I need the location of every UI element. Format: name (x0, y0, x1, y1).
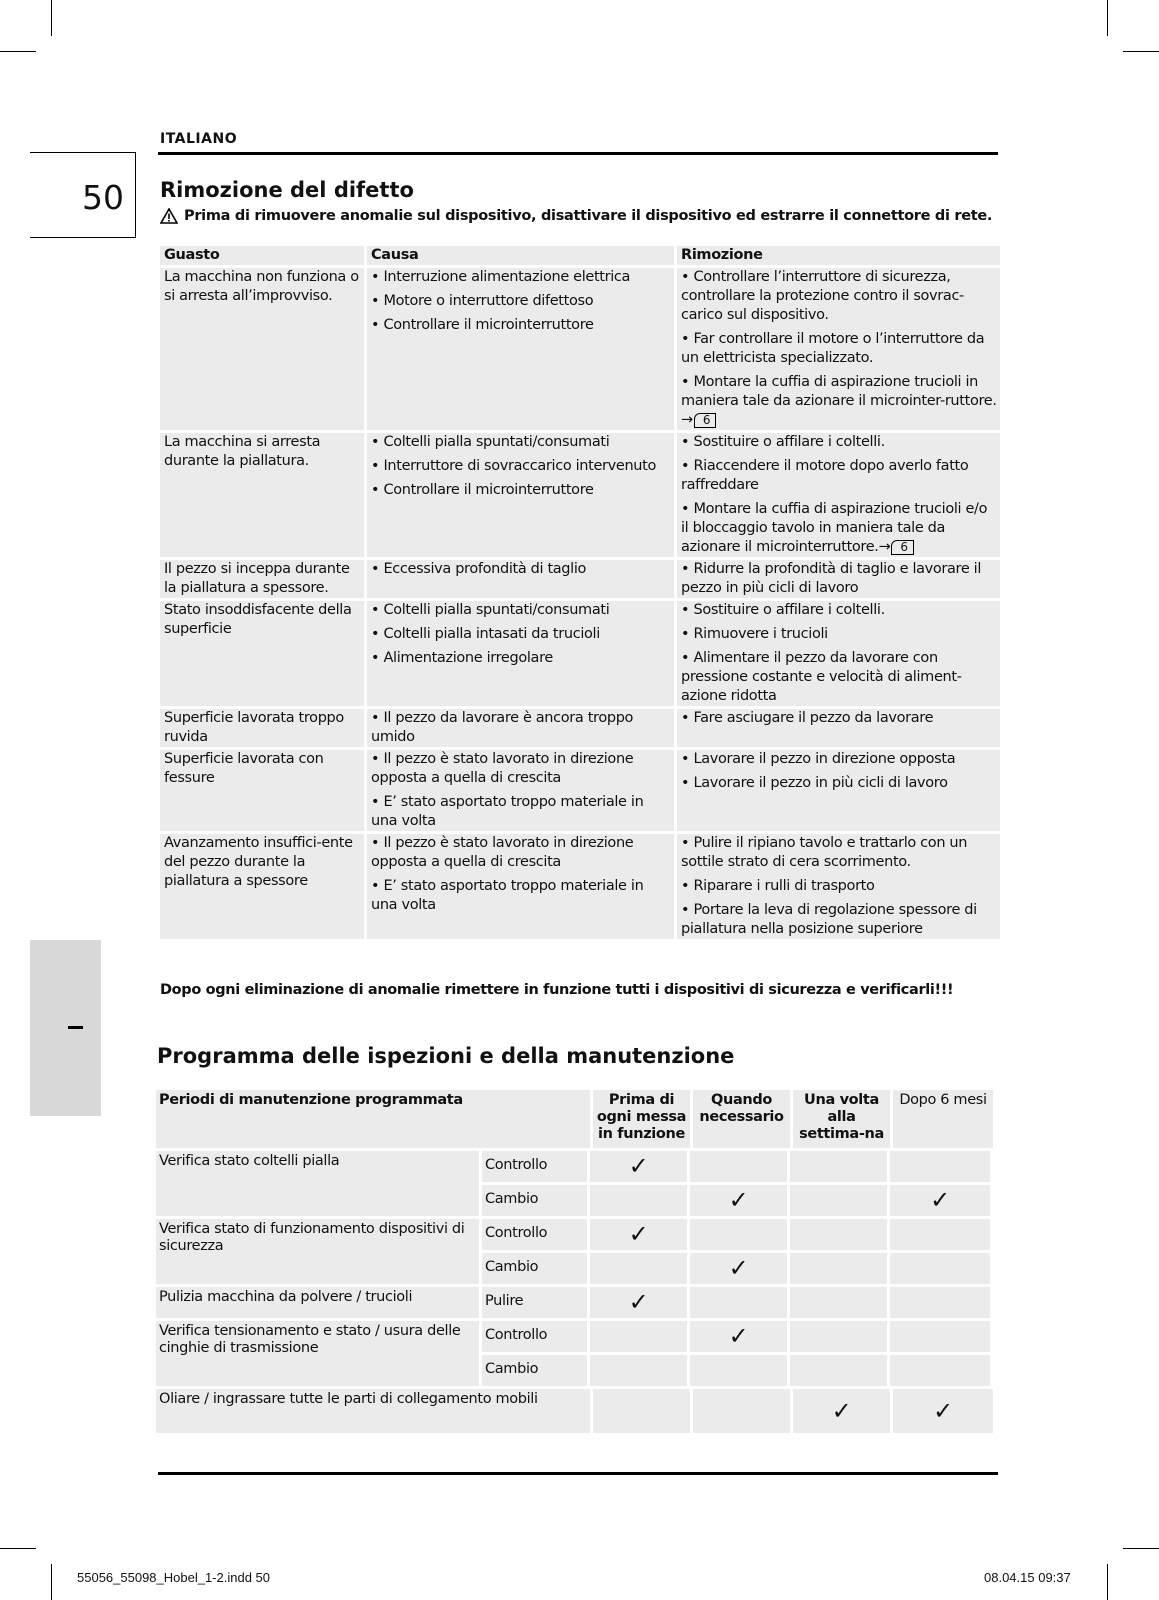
check-cell (790, 1321, 887, 1352)
warning-text: Prima di rimuovere anomalie sul dispositivo, disattivare il dispositivo ed estrarre il connettore di rete. (184, 208, 993, 224)
footer-date-time: 08.04.15 09:37 (984, 1570, 1071, 1585)
table-header-row (160, 246, 1000, 268)
cause-item: • Controllare il microinterruttore (371, 482, 594, 498)
remedy-item (681, 457, 997, 495)
crop-mark (1107, 0, 1108, 36)
remedy-text: • Sostituire o affilare i coltelli. (681, 434, 885, 450)
crop-mark (1107, 1564, 1108, 1600)
remedy-cell (677, 560, 1000, 598)
remedy-item (681, 500, 997, 557)
check-mark-icon: ✓ (590, 1219, 687, 1250)
cause-item: • Il pezzo è stato lavorato in direzione opposta a quella di crescita (371, 835, 634, 870)
action-label: Controllo (482, 1151, 587, 1182)
cause-item: • Motore o interruttore difettoso (371, 293, 594, 309)
cause-item: • Coltelli pialla spuntati/consumati (371, 602, 610, 618)
cause-item: • Alimentazione irregolare (371, 650, 553, 666)
header-fault: Guasto (160, 246, 364, 265)
table-row (160, 709, 1000, 750)
maintenance-action-row (482, 1355, 593, 1386)
check-cell (590, 1253, 687, 1284)
crop-mark (0, 51, 36, 52)
maintenance-group (156, 1287, 996, 1318)
crop-mark (1123, 51, 1159, 52)
remedy-text: • Ridurre la profondità di taglio e lavorare il pezzo in più cicli di lavoro (681, 561, 982, 596)
arrow-right-icon: → (878, 539, 891, 555)
table-row (160, 268, 1000, 433)
remedy-item (681, 774, 997, 793)
cause-item: • Coltelli pialla intasati da trucioli (371, 626, 600, 642)
remedy-item (681, 901, 997, 939)
maintenance-action-row (482, 1151, 649, 1182)
figure-ref (879, 538, 914, 557)
section-title-maintenance: Programma delle ispezioni e della manutenzione (157, 1044, 735, 1068)
header-before-use: Prima di ogni messa in funzione (593, 1090, 690, 1148)
remedy-text: • Far controllare il motore o l’interruttore da un elettricista specializzato. (681, 331, 985, 366)
remedy-text: • Pulire il ripiano tavolo e trattarlo con un sottile strato di cera scorrimento. (681, 835, 968, 870)
maintenance-group (156, 1151, 996, 1216)
check-cell (790, 1151, 887, 1182)
header-when-needed: Quando necessario (693, 1090, 790, 1148)
cause-cell (367, 834, 674, 939)
header-rule (158, 152, 998, 155)
page-number: 50 (82, 178, 124, 217)
check-mark-icon: ✓ (890, 1185, 990, 1216)
warning-line (160, 208, 992, 224)
check-mark-icon: ✓ (690, 1253, 787, 1284)
cause-cell (367, 433, 674, 557)
check-mark-icon: ✓ (793, 1389, 890, 1433)
action-label: Controllo (482, 1321, 587, 1352)
remedy-cell (677, 834, 1000, 939)
maintenance-item-label: Verifica tensionamento e stato / usura delle cinghie di trasmissione (156, 1321, 479, 1386)
cause-item: • E’ stato asportato troppo materiale in una volta (371, 794, 644, 829)
crop-mark (0, 1548, 36, 1549)
remedy-text: • Lavorare il pezzo in più cicli di lavoro (681, 775, 948, 791)
header-cause: Causa (367, 246, 674, 265)
maintenance-item-label: Verifica stato di funzionamento dispositivi di sicurezza (156, 1219, 479, 1284)
check-cell (890, 1321, 990, 1352)
action-label: Cambio (482, 1355, 587, 1386)
remedy-item (681, 750, 997, 769)
check-cell (790, 1219, 887, 1250)
remedy-text: • Rimuovere i trucioli (681, 626, 828, 642)
action-label: Cambio (482, 1185, 587, 1216)
remedy-item (681, 877, 997, 896)
remedy-item (681, 373, 997, 430)
remedy-cell (677, 433, 1000, 557)
remedy-text: • Lavorare il pezzo in direzione opposta (681, 751, 956, 767)
fault-cell: La macchina si arresta durante la piallatura. (160, 433, 364, 557)
maintenance-row-lubricate (156, 1389, 996, 1429)
footer-file-info: 55056_55098_Hobel_1-2.indd 50 (77, 1570, 271, 1585)
maintenance-action-row (482, 1219, 649, 1250)
check-cell (690, 1287, 787, 1318)
check-cell (890, 1151, 990, 1182)
table-row (160, 601, 1000, 709)
remedy-text: • Alimentare il pezzo da lavorare con pressione costante e velocità di aliment-azione ridotta (681, 650, 962, 704)
cause-cell (367, 268, 674, 430)
header-remedy: Rimozione (677, 246, 1000, 265)
remedy-text: • Fare asciugare il pezzo da lavorare (681, 710, 934, 726)
fault-cell: Avanzamento insuffici-ente del pezzo durante la piallatura a spessore (160, 834, 364, 939)
check-cell (790, 1185, 887, 1216)
cause-item: • Controllare il microinterruttore (371, 317, 594, 333)
remedy-text: • Sostituire o affilare i coltelli. (681, 602, 885, 618)
remedy-text: • Riparare i rulli di trasporto (681, 878, 875, 894)
maintenance-action-row (482, 1185, 950, 1216)
check-mark-icon: ✓ (590, 1287, 687, 1318)
remedy-item (681, 433, 997, 452)
remedy-item (681, 625, 997, 644)
remedy-text: • Controllare l’interruttore di sicurezza, controllare la protezione contro il sovrac-carico sul dispositivo. (681, 269, 964, 323)
figure-number: 6 (891, 540, 913, 555)
check-cell (890, 1355, 990, 1386)
action-label: Controllo (482, 1219, 587, 1250)
check-cell (890, 1219, 990, 1250)
check-cell (590, 1185, 687, 1216)
check-cell (690, 1151, 787, 1182)
figure-number: 6 (694, 413, 716, 428)
fault-cell: Il pezzo si inceppa durante la piallatura a spessore. (160, 560, 364, 598)
warning-icon (160, 208, 178, 224)
check-mark-icon: ✓ (690, 1321, 787, 1352)
check-mark-icon: ✓ (690, 1185, 787, 1216)
side-tab (30, 940, 101, 1116)
maintenance-action-row (482, 1253, 749, 1284)
maintenance-item-label: Verifica stato coltelli pialla (156, 1151, 479, 1216)
remedy-cell (677, 709, 1000, 747)
check-mark-icon: ✓ (590, 1151, 687, 1182)
footer-rule (158, 1472, 998, 1475)
maintenance-item-label: Oliare / ingrassare tutte le parti di collegamento mobili (156, 1389, 590, 1433)
cause-cell (367, 601, 674, 706)
check-cell (590, 1321, 687, 1352)
check-cell (790, 1355, 887, 1386)
check-cell (690, 1355, 787, 1386)
remedy-item (681, 601, 997, 620)
check-cell (690, 1219, 787, 1250)
maintenance-action-row (482, 1321, 749, 1352)
final-note: Dopo ogni eliminazione di anomalie rimettere in funzione tutti i dispositivi di sicurezza e verificarli!!! (160, 982, 954, 998)
cause-item: • Interruttore di sovraccarico intervenuto (371, 458, 657, 474)
maintenance-group (156, 1219, 996, 1284)
cause-item: • Il pezzo è stato lavorato in direzione opposta a quella di crescita (371, 751, 634, 786)
check-cell (790, 1287, 887, 1318)
cause-cell (367, 560, 674, 598)
cause-item: • Il pezzo da lavorare è ancora troppo umido (371, 710, 634, 745)
remedy-item (681, 834, 997, 872)
section-title-troubleshooting: Rimozione del difetto (160, 178, 414, 202)
remedy-text: • Montare la cuffia di aspirazione trucioli e/o il bloccaggio tavolo in maniera tale da azionare il microinterruttore. (681, 501, 988, 555)
table-row (160, 560, 1000, 601)
check-cell (890, 1253, 990, 1284)
remedy-item (681, 330, 997, 368)
cause-cell (367, 709, 674, 747)
action-label: Pulire (482, 1287, 587, 1318)
crop-mark (51, 0, 52, 36)
fault-cell: Superficie lavorata con fessure (160, 750, 364, 831)
remedy-text: • Riaccendere il motore dopo averlo fatto raffreddare (681, 458, 969, 493)
check-mark-icon: ✓ (893, 1389, 993, 1433)
table-row (160, 750, 1000, 834)
remedy-item (681, 709, 997, 728)
maintenance-header-row (156, 1090, 996, 1148)
cause-item: • Coltelli pialla spuntati/consumati (371, 434, 610, 450)
troubleshooting-table (160, 246, 1000, 942)
fault-cell: La macchina non funziona o si arresta all’improvviso. (160, 268, 364, 430)
side-tab-dash (68, 1026, 83, 1029)
remedy-text: • Montare la cuffia di aspirazione trucioli in maniera tale da azionare il microinter-ruttore. (681, 374, 997, 409)
remedy-text: • Portare la leva di regolazione spessore di piallatura nella posizione superiore (681, 902, 977, 937)
fault-cell: Stato insoddisfacente della superficie (160, 601, 364, 706)
cause-item: • Interruzione alimentazione elettrica (371, 269, 631, 285)
table-row (160, 834, 1000, 942)
figure-ref (681, 411, 716, 430)
maintenance-table (156, 1090, 996, 1429)
table-row (160, 433, 1000, 560)
check-cell (890, 1287, 990, 1318)
maintenance-item-label: Pulizia macchina da polvere / trucioli (156, 1287, 479, 1318)
remedy-item (681, 649, 997, 706)
cause-cell (367, 750, 674, 831)
crop-mark (51, 1564, 52, 1600)
header-period: Periodi di manutenzione programmata (156, 1090, 590, 1148)
maintenance-group (156, 1321, 996, 1386)
header-weekly: Una volta alla settima-na (793, 1090, 890, 1148)
check-cell (590, 1355, 687, 1386)
maintenance-action-row (482, 1287, 649, 1318)
cause-item: • Eccessiva profondità di taglio (371, 561, 587, 577)
remedy-item (681, 268, 997, 325)
header-six-months: Dopo 6 mesi (893, 1090, 993, 1148)
remedy-item (681, 560, 997, 598)
remedy-cell (677, 601, 1000, 706)
action-label: Cambio (482, 1253, 587, 1284)
check-cell (790, 1253, 887, 1284)
remedy-cell (677, 268, 1000, 430)
language-label: ITALIANO (160, 131, 238, 147)
remedy-cell (677, 750, 1000, 831)
crop-mark (1123, 1548, 1159, 1549)
check-cell (693, 1389, 790, 1433)
fault-cell: Superficie lavorata troppo ruvida (160, 709, 364, 747)
arrow-right-icon: → (681, 412, 693, 428)
cause-item: • E’ stato asportato troppo materiale in una volta (371, 878, 644, 913)
check-cell (593, 1389, 690, 1433)
